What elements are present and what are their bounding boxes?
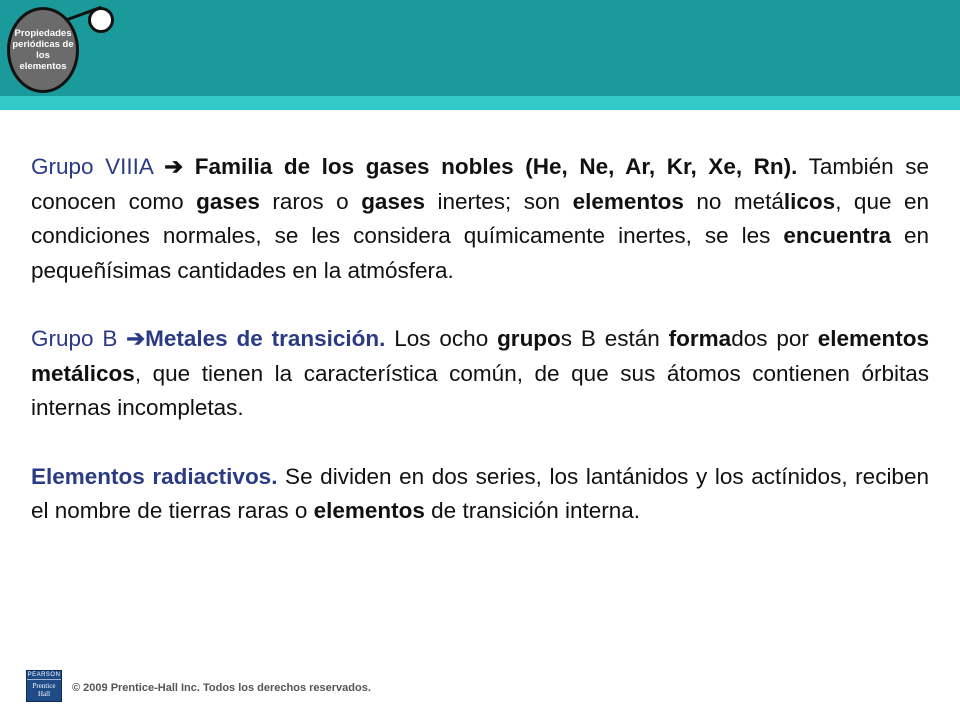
topic-badge — [7, 7, 79, 93]
group-title: Grupo VIIIA — [31, 154, 153, 179]
logo-top-text: PEARSON — [27, 672, 61, 678]
paragraph-radioactive — [31, 460, 929, 529]
text-span: , que en condiciones normales, se les considera químicamente inertes, se les — [31, 188, 930, 248]
arrow-icon: ➔ — [164, 154, 184, 179]
text-span: Los ocho — [385, 326, 498, 351]
bold-term: encuentra — [783, 223, 891, 248]
group-title: Grupo B — [31, 326, 127, 351]
text-span: También se conocen como — [31, 154, 929, 214]
bold-term: licos — [783, 188, 836, 214]
text-span: , que tienen la característica común, de que sus átomos contienen órbitas internas incompletas. — [31, 360, 929, 420]
bold-term: forma — [668, 326, 732, 351]
badge-line-1: Propiedades — [14, 28, 72, 39]
header-stripe — [0, 96, 960, 110]
bold-term: elementos metálicos — [31, 326, 929, 386]
family-title: Familia de los gases nobles (He, Ne, Ar, Kr, Xe, Rn). — [194, 154, 798, 179]
badge-line-3: los elementos — [19, 50, 67, 72]
copyright-notice: © 2009 Prentice-Hall Inc. Todos los derechos reservados. — [72, 682, 371, 694]
paragraph-transition-metals — [31, 322, 929, 426]
text-span: s B están — [560, 326, 669, 351]
text-span: inertes; son — [425, 188, 573, 214]
arrow-icon: ➔ — [126, 326, 146, 351]
bold-term: gases — [361, 188, 425, 214]
slide-body — [31, 150, 929, 563]
bold-term: elementos — [572, 188, 684, 214]
family-title: Elementos radiactivos. — [31, 463, 278, 489]
text-span: de transición interna. — [424, 498, 641, 523]
text-span: no metá — [683, 188, 784, 214]
text-span: Se dividen en dos series, los lantánidos y los actínidos, reciben el nombre de tierras raras o — [31, 463, 929, 523]
bold-term: grupo — [497, 326, 561, 351]
paragraph-noble-gases — [31, 150, 929, 288]
badge-line-2: periódicas de — [12, 39, 74, 50]
bold-term: gases — [196, 188, 260, 214]
text-span: raros o — [259, 188, 362, 214]
badge-knob-icon — [88, 7, 114, 33]
publisher-logo — [26, 670, 62, 702]
bold-term: elementos — [313, 498, 425, 523]
text-span: dos por — [731, 326, 818, 351]
logo-line-2: Hall — [37, 690, 51, 698]
family-title: Metales de transición. — [145, 326, 386, 351]
text-span: en pequeñísimas cantidades en la atmósfera. — [31, 223, 930, 283]
logo-bottom-text — [27, 682, 61, 698]
header-band — [0, 0, 960, 96]
logo-line-1: Prentice — [32, 682, 56, 690]
